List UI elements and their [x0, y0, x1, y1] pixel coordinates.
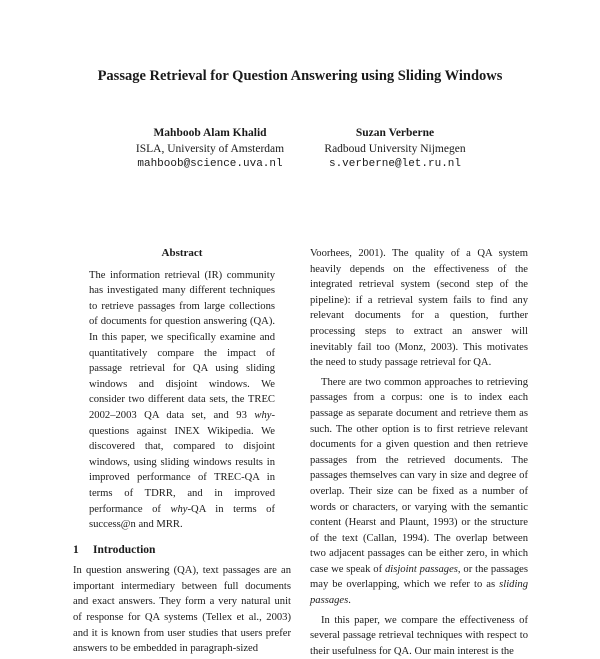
section-title: Introduction: [93, 543, 156, 556]
paper-title: Passage Retrieval for Question Answering using Sliding Windows: [97, 68, 503, 84]
paragraph: In question answering (QA), text passages are an important intermediary between full documents and exact answers. They form a very natural unit of response for QA systems (Tellex et al., 2003) and it is known from user studies that users prefer answers to be embedded in paragraph-sized: [73, 565, 291, 655]
right-column: [310, 246, 528, 659]
section-number: 1: [73, 543, 79, 556]
author-email: s.verberne@let.ru.nl: [328, 158, 462, 170]
paragraph-continued: Voorhees, 2001). The quality of a QA system heavily depends on the effectiveness of the integrated retrieval system (second step of the pipeline): if a retrieval system fails to find any relevant documents for a question, further processing steps to extract an answer will inevitably fail too (Monz, 2003). This motivates the need to study passage retrieval for QA.: [310, 248, 528, 369]
section-heading: [73, 543, 291, 559]
author-affiliation: ISLA, University of Amsterdam: [135, 142, 285, 155]
left-column: [73, 246, 291, 657]
author-block: [290, 126, 500, 173]
author-block: [100, 126, 320, 173]
author-email: mahboob@science.uva.nl: [137, 158, 283, 170]
paragraph: There are two common approaches to retrieving passages from a corpus: one is to index each passage as separate document and retrieve them as such. The other option is to first retrieve relevant documents for a given question and then retrieve passages from the retrieved documents. The passages themselves can vary in size and degree of overlap. Their size can be fixed as a number of words or characters, or varying with the semantic content (Hearst and Plaunt, 1993) or the structure of the text (Callan, 1994). The overlap between two adjacent passages can be either zero, in which case we speak of disjoint passages, or the passages may be overlapping, which we refer to as sliding passages.: [310, 376, 529, 607]
author-affiliation: Radboud University Nijmegen: [324, 142, 466, 155]
author-name: Mahboob Alam Khalid: [153, 127, 267, 139]
abstract-heading: Abstract: [161, 247, 203, 259]
paragraph: In this paper, we compare the effectiveness of several passage retrieval techniques with respect to their usefulness for QA. Our main interest is the: [310, 614, 528, 657]
author-name: Suzan Verberne: [355, 127, 435, 139]
abstract-text: The information retrieval (IR) community has investigated many different techniques to retrieve passages from large collections of documents for question answering (QA). In this paper, we specifically examine and quantitatively compare the impact of passage retrieval for QA using sliding windows and disjoint windows. We consider two different data sets, the TREC 2002–2003 QA data set, and 93 why-questions against INEX Wikipedia. We discovered that, compared to disjoint windows, using sliding windows results in improved performance of TREC-QA in terms of TDRR, and in improved performance of why-QA in terms of success@n and MRR.: [89, 269, 275, 531]
